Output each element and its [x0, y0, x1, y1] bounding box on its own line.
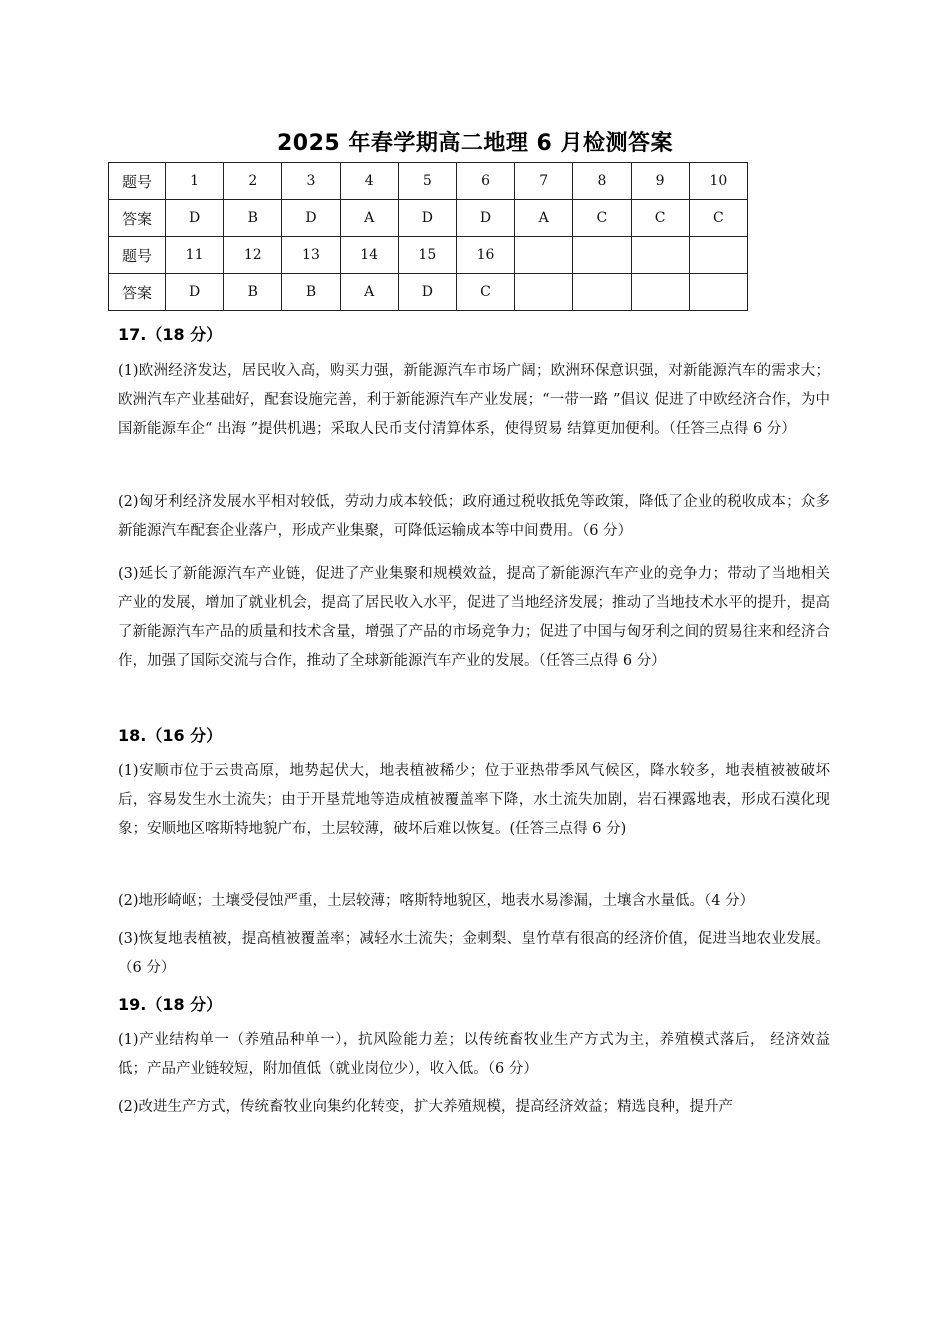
answer-table-cell: [631, 237, 689, 274]
answer-table-cell: [573, 237, 631, 274]
row-label: 答案: [109, 274, 166, 311]
answer-table-row: [109, 163, 748, 200]
answer-table-cell: [573, 274, 631, 311]
answer-table-cell: A: [340, 274, 398, 311]
page-title: 2025 年春学期高二地理 6 月检测答案: [276, 131, 674, 156]
q17-part1: (1)欧洲经济发达，居民收入高，购买力强，新能源汽车市场广阔；欧洲环保意识强，对新能源汽车的需求大；欧洲汽车产业基础好，配套设施完善，利于新能源汽车产业发展；“一带一路 ”倡议 促进了中欧经济合作，为中国新能源车企“ 出海 ”提供机遇；采取人民币支付清算体系，使得贸易 结算更加便利。（任答三点得 6 分）: [118, 363, 830, 437]
answer-table-cell: 15: [398, 237, 456, 274]
answer-table-cell: 5: [398, 163, 456, 200]
answer-table-cell: 14: [340, 237, 398, 274]
answer-table-cell: 9: [631, 163, 689, 200]
q19-part1: (1)产业结构单一（养殖品种单一），抗风险能力差；以传统畜牧业生产方式为主，养殖模式落后， 经济效益低；产品产业链较短，附加值低（就业岗位少），收入低。（6 分）: [118, 1032, 830, 1077]
answer-table-cell: 8: [573, 163, 631, 200]
answer-table-cell: B: [224, 200, 282, 237]
row-label: 题号: [109, 163, 166, 200]
answer-table-cell: D: [166, 200, 224, 237]
answer-table-cell: D: [398, 274, 456, 311]
answer-table-cell: [689, 274, 747, 311]
answer-table-cell: [515, 274, 573, 311]
answer-table-cell: 13: [282, 237, 340, 274]
answer-table-cell: 1: [166, 163, 224, 200]
q18-part1: (1)安顺市位于云贵高原，地势起伏大，地表植被稀少；位于亚热带季风气候区，降水较多，地表植被被破坏后，容易发生水土流失；由于开垦荒地等造成植被覆盖率下降，水土流失加剧，岩石裸露地表，形成石漠化现象；安顺地区喀斯特地貌广布，土层较薄，破坏后难以恢复。(任答三点得 6 分): [118, 763, 830, 837]
answer-table-cell: B: [224, 274, 282, 311]
answer-table-cell: 12: [224, 237, 282, 274]
answer-table-cell: 2: [224, 163, 282, 200]
answer-table-cell: 10: [689, 163, 747, 200]
answer-table-cell: [515, 237, 573, 274]
answer-table-cell: A: [515, 200, 573, 237]
answer-table: [108, 162, 748, 311]
answer-table-row: [109, 274, 748, 311]
q19-part2: (2)改进生产方式，传统畜牧业向集约化转变，扩大养殖规模，提高经济效益；精选良种，提升产: [118, 1099, 734, 1115]
row-label: 答案: [109, 200, 166, 237]
answer-table-cell: 11: [166, 237, 224, 274]
q18-part3: (3)恢复地表植被，提高植被覆盖率；减轻水土流失；金刺梨、皇竹草有很高的经济价值，促进当地农业发展。（6 分）: [118, 931, 830, 976]
answer-table-cell: 3: [282, 163, 340, 200]
answer-table-cell: D: [166, 274, 224, 311]
q17-part3: (3)延长了新能源汽车产业链，促进了产业集聚和规模效益，提高了新能源汽车产业的竞争力；带动了当地相关产业的发展，增加了就业机会，提高了居民收入水平，促进了当地经济发展；推动了当地技术水平的提升，提高了新能源汽车产品的质量和技术含量，增强了产品的市场竞争力；促进了中国与匈牙利之间的贸易往来和经济合作，加强了国际交流与合作，推动了全球新能源汽车产业的发展。（任答三点得 6 分）: [118, 566, 830, 669]
answer-table-row: [109, 200, 748, 237]
row-label: 题号: [109, 237, 166, 274]
answer-table-cell: C: [456, 274, 514, 311]
answer-table-cell: B: [282, 274, 340, 311]
answer-table-cell: 4: [340, 163, 398, 200]
answer-table-row: [109, 237, 748, 274]
answer-table-cell: [689, 237, 747, 274]
answer-table-cell: [631, 274, 689, 311]
answer-table-cell: C: [573, 200, 631, 237]
q18-part2: (2)地形崎岖；土壤受侵蚀严重，土层较薄；喀斯特地貌区，地表水易渗漏，土壤含水量低。（4 分）: [118, 893, 755, 909]
answer-table-cell: A: [340, 200, 398, 237]
q17-part2: (2)匈牙利经济发展水平相对较低，劳动力成本较低；政府通过税收抵免等政策，降低了企业的税收成本；众多新能源汽车配套企业落户，形成产业集聚，可降低运输成本等中间费用。（6 分）: [118, 494, 830, 539]
answer-table-cell: D: [398, 200, 456, 237]
q19-heading: 19.（18 分）: [118, 995, 223, 1014]
q18-heading: 18.（16 分）: [118, 726, 223, 745]
answer-table-cell: C: [631, 200, 689, 237]
answer-table-cell: D: [456, 200, 514, 237]
answer-table-cell: 6: [456, 163, 514, 200]
q17-heading: 17.（18 分）: [118, 325, 223, 344]
answer-table-cell: D: [282, 200, 340, 237]
answer-table-cell: 7: [515, 163, 573, 200]
answer-table-cell: C: [689, 200, 747, 237]
answer-table-cell: 16: [456, 237, 514, 274]
